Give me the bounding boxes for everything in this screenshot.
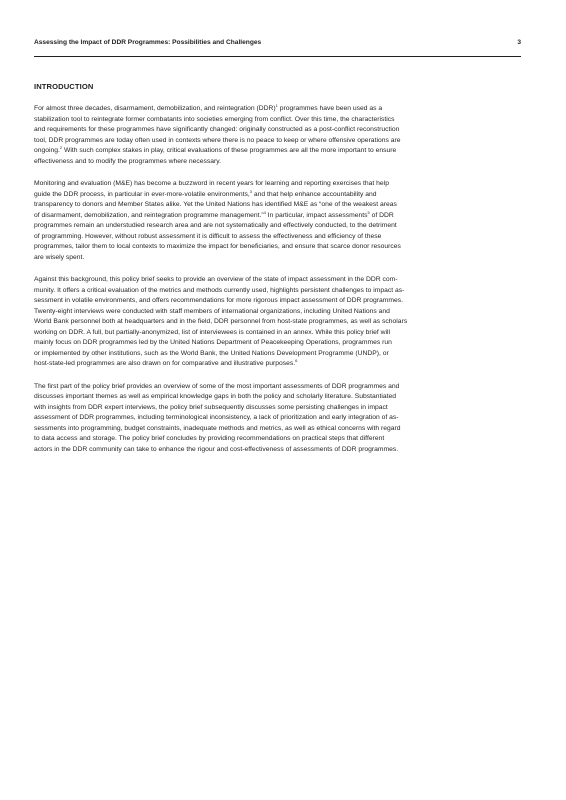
- footnote-ref: 1: [275, 103, 278, 108]
- text-run: working on DDR. A full, but partially-anonymized, list of interviewees is contained in an annex. While this policy brief will: [34, 328, 391, 336]
- text-run: In particular, impact assessments: [265, 211, 368, 219]
- footnote-ref: 2: [59, 145, 63, 150]
- text-run: or implemented by other institutions, such as the World Bank, the United Nations Development Programme (UNDP), or: [34, 349, 389, 357]
- text-line: [34, 434, 521, 445]
- body-paragraph: [34, 275, 521, 370]
- text-line: [34, 307, 521, 318]
- text-run: and requirements for these programmes have significantly changed: originally constructed as a post-conflict reconstruction: [34, 126, 400, 133]
- text-run: to data access and storage. The policy brief concludes by providing recommendations on practical steps that different: [34, 435, 385, 442]
- text-line: [34, 382, 521, 393]
- text-run: ongoing.: [34, 147, 60, 154]
- text-line: [34, 338, 521, 349]
- text-run: stabilization tool to reintegrate former combatants into societies emerging from conflict. Over this time, the characteristics: [34, 115, 395, 123]
- text-line: [34, 125, 521, 136]
- text-run: host-state-led programmes are also drawn on for comparative and illustrative purposes.: [34, 360, 296, 367]
- text-run: assessment of DDR programmes, including terminological inconsistency, a lack of prioritization and early integration of as-: [34, 414, 399, 421]
- text-line: [34, 232, 521, 243]
- body-paragraph: [34, 382, 521, 456]
- text-line: [34, 253, 521, 264]
- section-heading: INTRODUCTION: [34, 82, 94, 91]
- text-run: mainly focus on DDR programmes led by the United Nations Department of Peacekeeping Operations, programmes run: [34, 339, 392, 346]
- text-line: [34, 146, 521, 157]
- running-header: [34, 39, 521, 53]
- text-line: [34, 115, 521, 126]
- footnote-ref: 6: [295, 358, 298, 363]
- running-title: Assessing the Impact of DDR Programmes: Possibilities and Challenges: [34, 39, 262, 46]
- text-line: [34, 275, 521, 286]
- page-number: 3: [517, 39, 521, 46]
- text-line: [34, 200, 521, 211]
- text-run: effectiveness and to modify the programmes where necessary.: [34, 157, 221, 165]
- text-line: [34, 317, 521, 328]
- paragraph-list: [34, 104, 521, 455]
- text-line: [34, 403, 521, 414]
- text-line: [34, 179, 521, 190]
- text-line: [34, 445, 521, 456]
- text-line: [34, 190, 521, 201]
- text-run: of programming. However, without robust assessment it is difficult to assess the effectiveness and efficiency of these: [34, 232, 382, 240]
- text-run: sessment in volatile environments, and offers recommendations for more rigorous impact assessment of DDR programmes.: [34, 297, 404, 304]
- text-line: [34, 104, 521, 115]
- text-run: of DDR: [369, 211, 394, 219]
- text-line: [34, 211, 521, 222]
- text-line: [34, 359, 521, 370]
- text-run: discusses important themes as well as empirical knowledge gaps in both the policy and scholarly literature. Substantiated: [34, 393, 397, 400]
- text-run: Twenty-eight interviews were conducted with staff members of international organizations, including United Nations and: [34, 307, 390, 315]
- text-line: [34, 286, 521, 297]
- text-run: programmes have been used as a: [277, 105, 383, 112]
- footnote-ref: 5: [367, 209, 370, 215]
- text-run: The first part of the policy brief provides an overview of some of the most important assessments of DDR programmes and: [34, 382, 400, 390]
- text-line: [34, 157, 521, 168]
- text-run: sessments into programming, budget constraints, inadequate methods and metrics, as well as ethical concerns with regard: [34, 424, 401, 432]
- text-run: and that help enhance accountability and: [251, 190, 377, 198]
- text-line: [34, 349, 521, 360]
- text-line: [34, 136, 521, 147]
- text-run: of disarmament, demobilization, and reintegration programme management.”: [34, 211, 264, 219]
- text-line: [34, 328, 521, 339]
- header-divider: [34, 56, 521, 57]
- text-run: For almost three decades, disarmament, demobilization, and reintegration (DDR): [34, 105, 276, 112]
- main-content: [34, 82, 521, 467]
- text-run: transparency to donors and Member States alike. Yet the United Nations has identified M&E as “one of the weakest areas: [34, 201, 397, 208]
- text-line: [34, 424, 521, 435]
- footnote-ref: 4: [263, 209, 266, 215]
- text-line: [34, 296, 521, 307]
- text-run: are wisely spent.: [34, 253, 85, 261]
- text-run: With such complex stakes in play, critical evaluations of these programmes are all the more important to ensure: [62, 147, 397, 154]
- text-run: actors in the DDR community can take to enhance the rigour and cost-effectiveness of assessments of DDR programmes.: [34, 445, 399, 453]
- body-paragraph: [34, 104, 521, 167]
- text-run: tool, DDR programmes are today often used in contexts where there is no peace to keep or where offensive operations are: [34, 136, 401, 144]
- text-line: [34, 413, 521, 424]
- text-run: World Bank personnel both at headquarters and in the field, DDR personnel from host-state programmes, as well as scholars: [34, 318, 408, 325]
- text-line: [34, 242, 521, 253]
- body-paragraph: [34, 179, 521, 263]
- text-run: guide the DDR process, in particular in ever-more-volatile environments,: [34, 190, 250, 198]
- text-line: [34, 392, 521, 403]
- text-run: programmes, tailor them to local contexts to maximize the impact for beneficiaries, and ensure that scarce donor resources: [34, 243, 401, 250]
- text-line: [34, 221, 521, 232]
- text-run: with insights from DDR expert interviews, the policy brief subsequently discusses some persisting challenges in impact: [34, 403, 388, 411]
- text-run: Monitoring and evaluation (M&E) has become a buzzword in recent years for learning and reporting exercises that help: [34, 180, 389, 187]
- footnote-ref: 3: [249, 188, 252, 194]
- text-run: Against this background, this policy brief seeks to provide an overview of the state of impact assessment in the DDR com-: [34, 276, 398, 283]
- text-run: programmes remain an understudied research area and are not systematically and effectively conducted, to the detriment: [34, 222, 397, 229]
- text-run: munity. It offers a critical evaluation of the metrics and methods currently used, highlights persistent challenges to impact as-: [34, 286, 405, 294]
